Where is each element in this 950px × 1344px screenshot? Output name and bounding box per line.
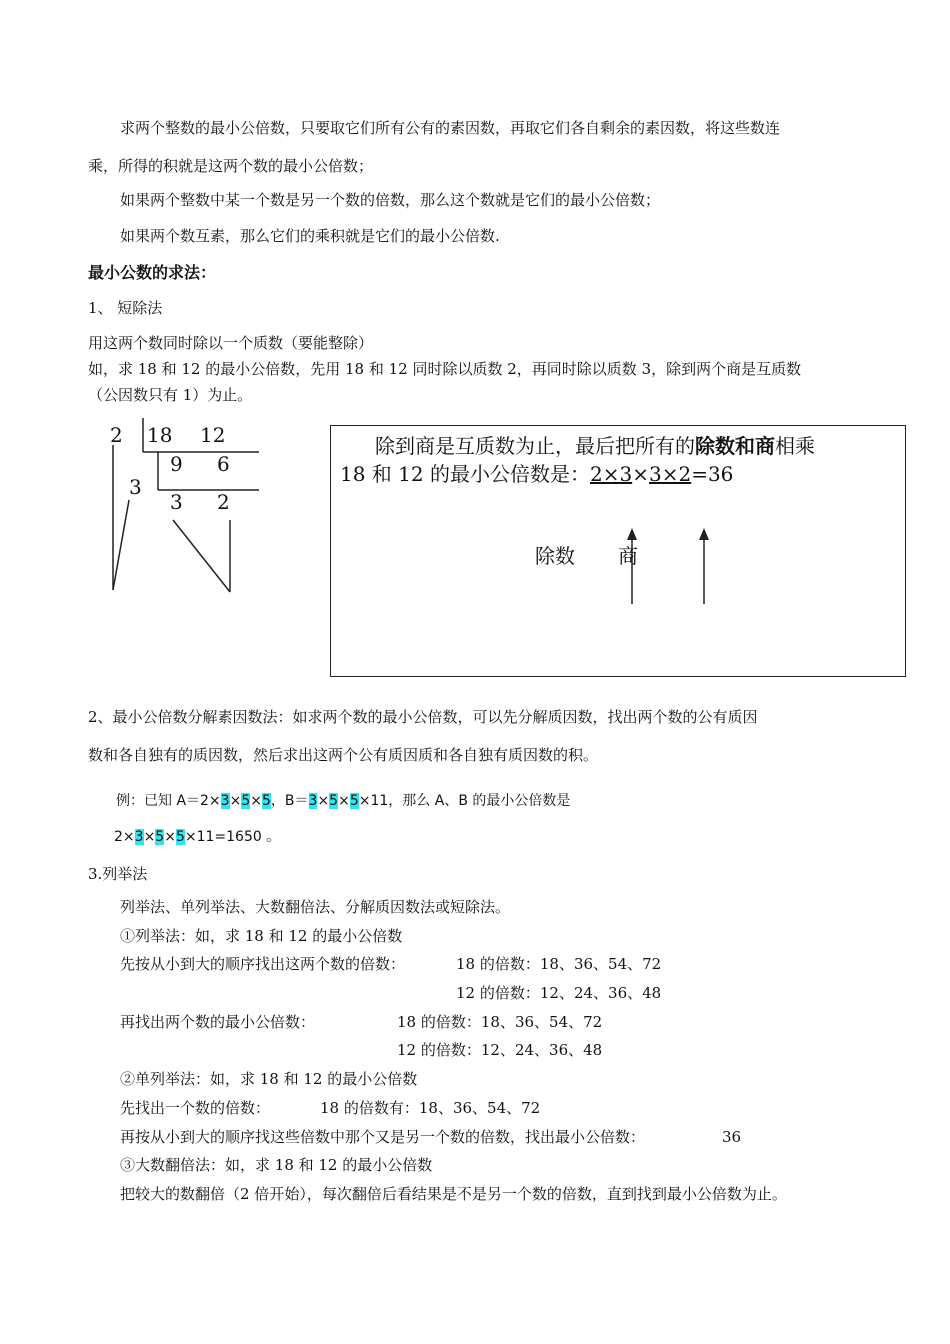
sub1-multiples-18: 18 的倍数：18、36、54、72 (456, 955, 662, 973)
label-divisor: 除数 (535, 544, 575, 568)
method2-example: 例：已知 A＝2×3×5×5，B＝3×5×5×11，那么 A、B 的最小公倍数是 (116, 793, 571, 809)
intro-line-2: 乘，所得的积就是这两个数的最小公倍数； (88, 157, 374, 175)
sub3-title: ③大数翻倍法：如，求 18 和 12 的最小公倍数 (120, 1156, 433, 1174)
ladder-divisor-1: 2 (110, 423, 123, 447)
method1-desc: 用这两个数同时除以一个质数（要能整除） (88, 334, 374, 352)
method3-intro: 列举法、单列举法、大数翻倍法、分解质因数法或短除法。 (120, 898, 511, 916)
ladder-a3: 3 (170, 490, 183, 514)
method1-example-line-1: 如，求 18 和 12 的最小公倍数，先用 18 和 12 同时除以质数 2，再同时除以质数 3，除到两个商是互质数 (88, 360, 802, 378)
method2-line-1: 2、最小公倍数分解素因数法：如求两个数的最小公倍数，可以先分解质因数，找出两个数的公有质因 (88, 708, 758, 726)
sub1-multiples-18b: 18 的倍数：18、36、54、72 (397, 1013, 603, 1031)
sub1-step1: 先按从小到大的顺序找出这两个数的倍数： (120, 955, 406, 973)
sub1-title: ①列举法：如，求 18 和 12 的最小公倍数 (120, 927, 403, 945)
sub2-step1: 先找出一个数的倍数： (120, 1099, 271, 1117)
method1-title: 1、 短除法 (88, 299, 163, 317)
label-quotient: 商 (618, 544, 638, 568)
sub2-step2: 再按从小到大的顺序找这些倍数中那个又是另一个数的倍数，找出最小公倍数： (120, 1128, 646, 1146)
box-line-2: 18 和 12 的最小公倍数是：2×3×3×2=36 (340, 462, 734, 486)
ladder-b3: 2 (217, 490, 230, 514)
box-formula-divisors: 2×3 (589, 462, 633, 486)
section-title: 最小公数的求法： (88, 263, 217, 282)
sub2-multiples-18: 18 的倍数有：18、36、54、72 (320, 1099, 541, 1117)
sub3-desc: 把较大的数翻倍（2 倍开始），每次翻倍后看结果是不是另一个数的倍数，直到找到最小公倍数为止。 (120, 1185, 787, 1203)
sub1-step2: 再找出两个数的最小公倍数： (120, 1013, 316, 1031)
sub2-answer: 36 (722, 1128, 742, 1146)
ladder-a2: 9 (170, 452, 183, 476)
method2-line-2: 数和各自独有的质因数，然后求出这两个公有质因质和各自独有质因数的积。 (88, 746, 599, 764)
box-line-1: 除到商是互质数为止，最后把所有的除数和商相乘 (375, 434, 815, 458)
box-bold-text: 除数和商 (695, 434, 775, 458)
method1-example-line-2: （公因数只有 1）为止。 (88, 386, 253, 404)
ladder-b1: 12 (200, 423, 226, 447)
intro-line-4: 如果两个数互素，那么它们的乘积就是它们的最小公倍数. (120, 227, 500, 245)
ladder-divisor-2: 3 (129, 475, 142, 499)
sub1-multiples-12b: 12 的倍数：12、24、36、48 (397, 1041, 603, 1059)
ladder-b2: 6 (217, 452, 230, 476)
intro-line-1: 求两个整数的最小公倍数，只要取它们所有公有的素因数，再取它们各自剩余的素因数，将这些数连 (120, 119, 781, 137)
ladder-a1: 18 (147, 423, 173, 447)
sub2-title: ②单列举法：如，求 18 和 12 的最小公倍数 (120, 1070, 418, 1088)
intro-line-3: 如果两个整数中某一个数是另一个数的倍数，那么这个数就是它们的最小公倍数； (120, 191, 661, 209)
sub1-multiples-12: 12 的倍数：12、24、36、48 (456, 984, 662, 1002)
method3-title: 3.列举法 (88, 865, 148, 883)
method2-result: 2×3×5×5×11=1650 。 (114, 829, 281, 845)
box-formula-quotients: 3×2 (648, 462, 692, 486)
